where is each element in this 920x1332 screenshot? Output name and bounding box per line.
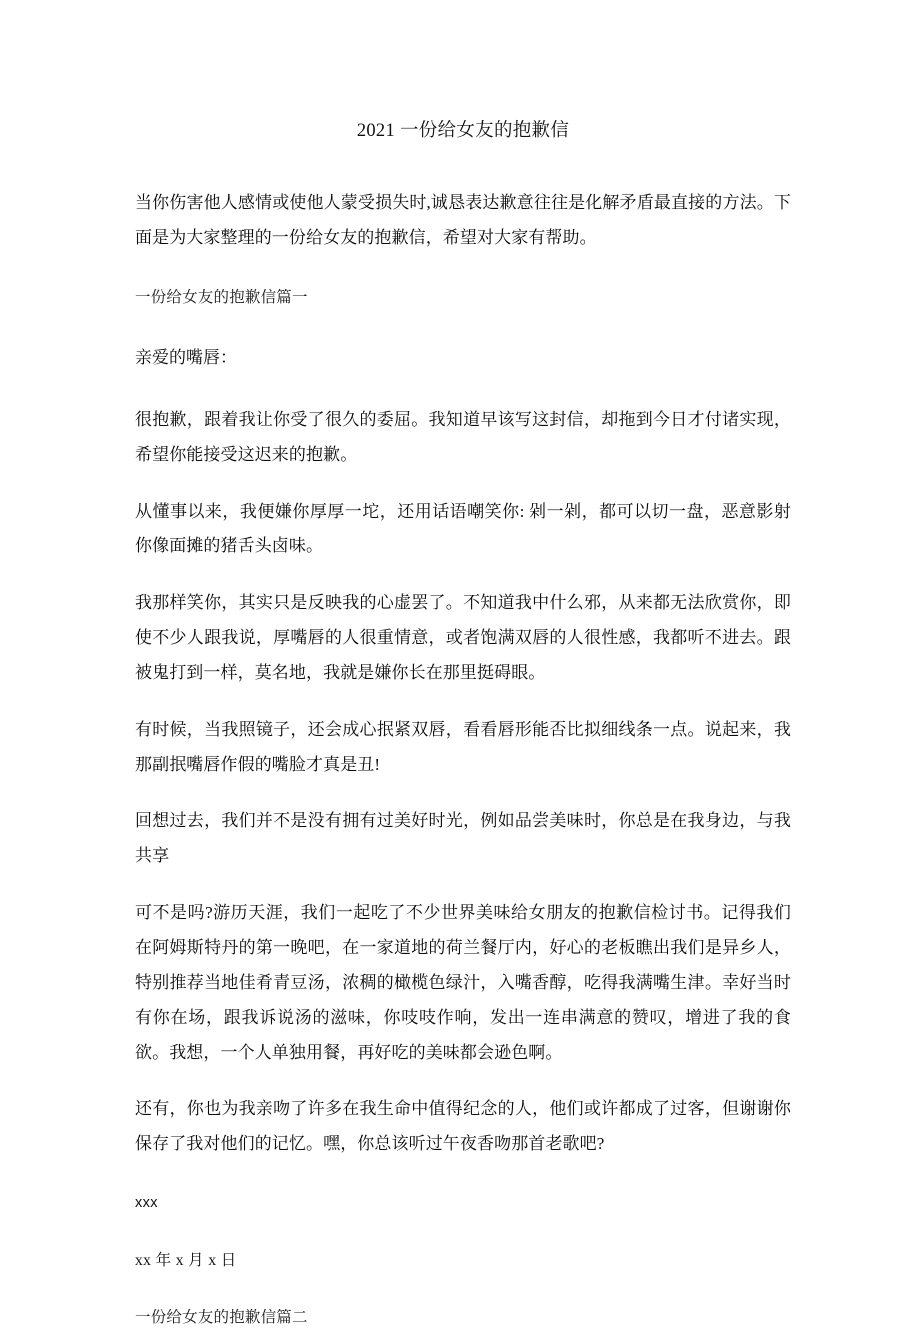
- spacer: [135, 564, 791, 586]
- spacer: [135, 146, 791, 186]
- spacer: [135, 1070, 791, 1092]
- intro-paragraph: 当你伤害他人感情或使他人蒙受损失时,诚恳表达歉意往往是化解矛盾最直接的方法。下面是为大家整理的一份给女友的抱歉信，希望对大家有帮助。: [135, 192, 791, 247]
- section-heading-two: 一份给女友的抱歉信篇二: [135, 1309, 308, 1327]
- letter-paragraph: 有时候，当我照镜子，还会成心抿紧双唇，看看唇形能否比拟细线条一点。说起来，我那副抿嘴唇作假的嘴脸才真是丑!: [135, 719, 791, 774]
- spacer: [135, 874, 791, 896]
- letter-paragraph: 很抱歉，跟着我让你受了很久的委屈。我知道早该写这封信，却拖到今日才付诸实现，希望你能接受这迟来的抱歉。: [135, 409, 791, 464]
- section-heading-one: 一份给女友的抱歉信篇一: [135, 289, 308, 307]
- spacer: [135, 1275, 791, 1303]
- letter-paragraph: 我那样笑你，其实只是反映我的心虚罢了。不知道我中什么邪，从来都无法欣赏你，即使不少人跟我说，厚嘴唇的人很重情意，或者饱满双唇的人很性感，我都听不进去。跟被鬼打到一样，莫名地，我就是嫌你长在那里挺碍眼。: [135, 593, 791, 682]
- spacer: [135, 691, 791, 713]
- spacer: [135, 375, 791, 403]
- letter-paragraph: 还有，你也为我亲吻了许多在我生命中值得纪念的人，他们或许都成了过客，但谢谢你保存了我对他们的记忆。嘿，你总该听过午夜香吻那首老歌吧?: [135, 1099, 791, 1154]
- spacer: [135, 1218, 791, 1246]
- spacer: [135, 313, 791, 341]
- letter-paragraph: 从懂事以来，我便嫌你厚厚一坨，还用话语嘲笑你: 剁一剁，都可以切一盘，恶意影射你像面摊的猪舌头卤味。: [135, 501, 791, 556]
- spacer: [135, 1162, 791, 1190]
- page-title: 2021 一份给女友的抱歉信: [356, 121, 570, 141]
- spacer: [135, 473, 791, 495]
- spacer: [135, 255, 791, 283]
- letter-paragraph: 可不是吗?游历天涯，我们一起吃了不少世界美味给女朋友的抱歉信检讨书。记得我们在阿姆斯特丹的第一晚吧，在一家道地的荷兰餐厅内，好心的老板瞧出我们是异乡人，特别推荐当地佳肴青豆汤，浓稠的橄榄色绿汁，入嘴香醇，吃得我满嘴生津。幸好当时有你在场，跟我诉说汤的滋味，你吱吱作响，发出一连串满意的赞叹，增进了我的食欲。我想，一个人单独用餐，再好吃的美味都会逊色啊。: [135, 903, 791, 1062]
- letter-salutation: 亲爱的嘴唇：: [135, 347, 237, 367]
- spacer: [135, 782, 791, 804]
- signature-name: xxx: [135, 1195, 158, 1212]
- signature-date: xx 年 x 月 x 日: [135, 1251, 237, 1269]
- letter-paragraph: 回想过去，我们并不是没有拥有过美好时光，例如品尝美味时，你总是在我身边，与我共享: [135, 811, 791, 866]
- document-body: [135, 0, 791, 1332]
